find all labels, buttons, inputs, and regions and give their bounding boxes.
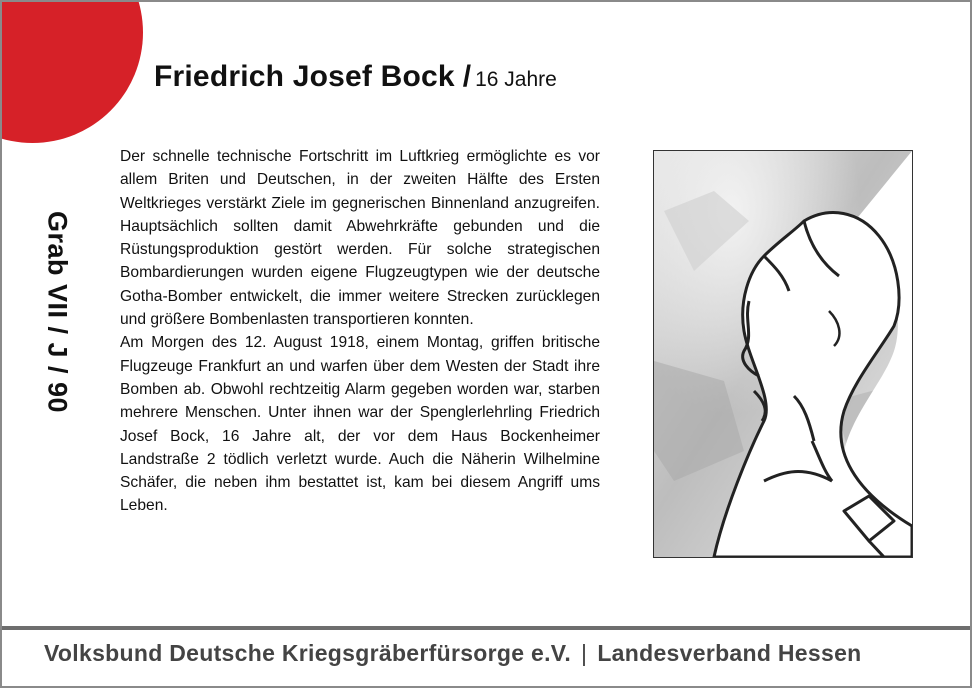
portrait-image bbox=[653, 150, 913, 558]
biography-text bbox=[120, 145, 600, 518]
footer-divider bbox=[2, 626, 970, 630]
title-separator: / bbox=[462, 60, 472, 93]
silhouette-portrait-icon bbox=[654, 151, 912, 557]
paragraph-1: Der schnelle technische Fortschritt im Luftkrieg ermöglichte es vor allem Briten und Deutschen, in der zweiten Hälfte des Ersten Weltkrieges verstärkt Ziele im gegnerischen Binnenland anzugreifen. Hauptsächlich sollten damit Abwehrkräfte gebunden und die Rüstungsproduktion gestört werden. Für solche strategischen Bombardierungen wurden eigene Flugzeugtypen wie der deutsche Gotha-Bomber entwickelt, die immer weitere Strecken zurücklegen und größere Bombenlasten transportieren konnten. bbox=[120, 148, 600, 329]
page-title bbox=[154, 62, 557, 92]
footer bbox=[44, 640, 862, 667]
grave-location: Grab VII / J / 90 bbox=[42, 210, 73, 414]
person-age: 16 Jahre bbox=[475, 68, 557, 91]
person-name: Friedrich Josef Bock bbox=[154, 60, 455, 93]
paragraph-2: Am Morgen des 12. August 1918, einem Montag, griffen britische Flugzeuge Frankfurt an und warfen über dem Westen der Stadt ihre Bomben ab. Obwohl rechtzeitig Alarm gegeben worden war, starben mehrere Menschen. Unter ihnen war der Spenglerlehrling Friedrich Josef Bock, 16 Jahre alt, der vor dem Haus Bockenheimer Landstraße 2 tödlich verletzt wurde. Auch die Näherin Wilhelmine Schäfer, die neben ihm bestattet ist, kam bei diesem Angriff ums Leben. bbox=[120, 334, 600, 515]
red-circle-decoration bbox=[0, 0, 143, 143]
footer-region: Landesverband Hessen bbox=[597, 640, 862, 666]
footer-organization: Volksbund Deutsche Kriegsgräberfürsorge e.V. bbox=[44, 640, 572, 666]
footer-separator: | bbox=[581, 640, 588, 666]
